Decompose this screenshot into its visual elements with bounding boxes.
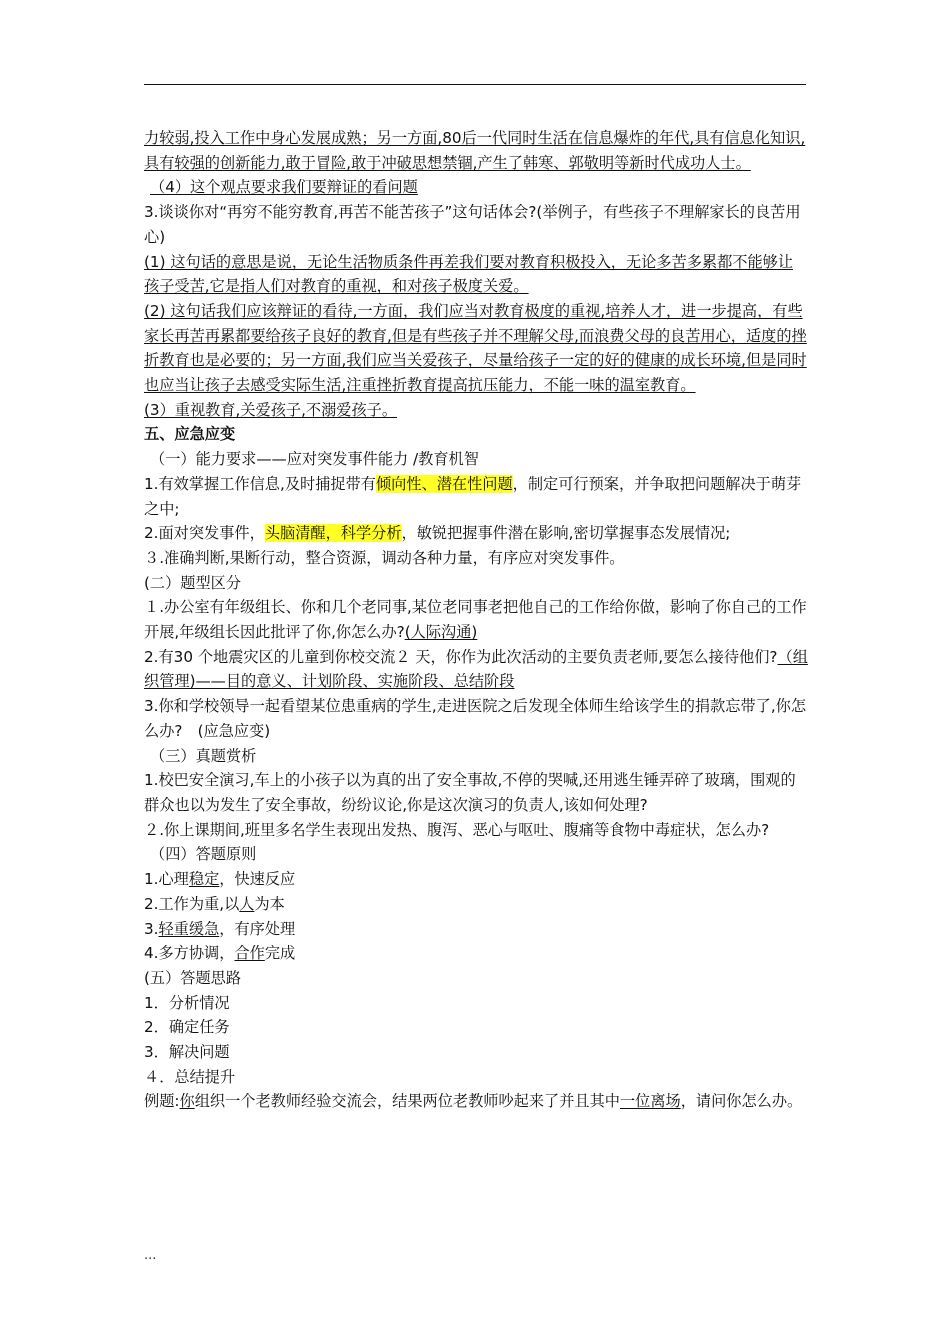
principle-item: 3.轻重缓急，有序处理 [144, 919, 296, 938]
header-rule [144, 84, 806, 85]
approach-item: ４．总结提升 [144, 1067, 236, 1086]
point-4: （4）这个观点要求我们要辩证的看问题 [150, 178, 418, 197]
type-item-1: １.办公室有年级组长、你和几个老同事,某位老同事老把他自己的工作给你做，影响了你自己的工作开展,年级组长因此批评了你,你怎么办?(人际沟通) [144, 598, 807, 642]
continuation-paragraph: 力较弱,投入工作中身心发展成熟；另一方面,80后一代同时生活在信息爆炸的年代,具有信息化知识,具有较强的创新能力,敢于冒险,敢于冲破思想禁锢,产生了韩寒、郭敬明等新时代成功人士。 [144, 129, 806, 172]
answer-2: (2) 这句话我们应该辩证的看待,一方面，我们应当对教育极度的重视,培养人才，进一步提高，有些家长再苦再累都要给孩子良好的教育,但是有些孩子并不理解父母,而浪费父母的良苦用心，适度的挫折教育也是必要的；另一方面,我们应当关爱孩子，尽量给孩子一定的好的健康的成长环境,但是同时也应当让孩子去感受实际生活,注重挫折教育提高抗压能力，不能一味的温室教育。 [144, 301, 807, 395]
principle-item: 1.心理稳定，快速反应 [144, 870, 296, 889]
page-footer-ellipsis: ... [144, 1248, 157, 1263]
answer-3: (3）重视教育,关爱孩子,不溺爱孩子。 [144, 400, 398, 419]
exam-item-2: ２.你上课期间,班里多名学生表现出发热、腹泻、恶心与呕吐、腹痛等食物中毒症状，怎么办? [144, 820, 770, 839]
exam-item-1: 1.校巴安全演习,车上的小孩子以为真的出了安全事故,不停的哭喊,还用逃生锤弄碎了玻璃，围观的群众也以为发生了安全事故，纷纷议论,你是这次演习的负责人,该如何处理? [144, 771, 796, 814]
subsection-5-title: (五）答题思路 [144, 968, 242, 987]
answer-1: (1) 这句话的意思是说，无论生活物质条件再差我们要对教育积极投入，无论多苦多累都不能够让孩子受苦,它是指人们对教育的重视，和对孩子极度关爱。 [144, 252, 794, 296]
example-question: 例题:你组织一个老教师经验交流会，结果两位老教师吵起来了并且其中一位离场，请问你怎么办。 [144, 1092, 803, 1111]
subsection-2-title: (二）题型区分 [144, 573, 242, 592]
document-body [144, 126, 808, 1114]
approach-item: 3．解决问题 [144, 1043, 230, 1062]
highlight-2: 头脑清醒，科学分析 [264, 524, 402, 543]
subsection-4-title: （四）答题原则 [150, 845, 257, 864]
approach-item: 2．确定任务 [144, 1018, 230, 1037]
type-item-3: 3.你和学校领导一起看望某位患重病的学生,走进医院之后发现全体师生给该学生的捐款忘带了,你怎么办? (应急应变) [144, 697, 807, 740]
ability-item-2: 2.面对突发事件，头脑清醒，科学分析，敏锐把握事件潜在影响,密切掌握事态发展情况; [144, 524, 731, 543]
ability-item-3: ３.准确判断,果断行动，整合资源，调动各种力量，有序应对突发事件。 [144, 548, 625, 567]
subsection-1-title: （一）能力要求——应对突发事件能力 /教育机智 [150, 450, 479, 469]
highlight-1: 倾向性、潜在性问题 [375, 474, 513, 493]
subsection-3-title: （三）真题赏析 [150, 746, 257, 765]
section-5-title: 五、应急应变 [144, 425, 236, 444]
principle-item: 2.工作为重,以人为本 [144, 894, 285, 913]
type-item-2: 2.有30 个地震灾区的儿童到你校交流２ 天，你作为此次活动的主要负责老师,要怎么接待他们?（组织管理)——目的意义、计划阶段、实施阶段、总结阶段 [144, 647, 808, 691]
ability-item-1: 1.有效掌握工作信息,及时捕捉带有倾向性、潜在性问题，制定可行预案，并争取把问题解决于萌芽之中; [144, 474, 802, 518]
principle-item: 4.多方协调，合作完成 [144, 944, 296, 963]
question-3: 3.谈谈你对“再穷不能穷教育,再苦不能苦孩子”这句话体会?(举例子，有些孩子不理解家长的良苦用心) [144, 203, 801, 246]
approach-item: 1．分析情况 [144, 993, 230, 1012]
